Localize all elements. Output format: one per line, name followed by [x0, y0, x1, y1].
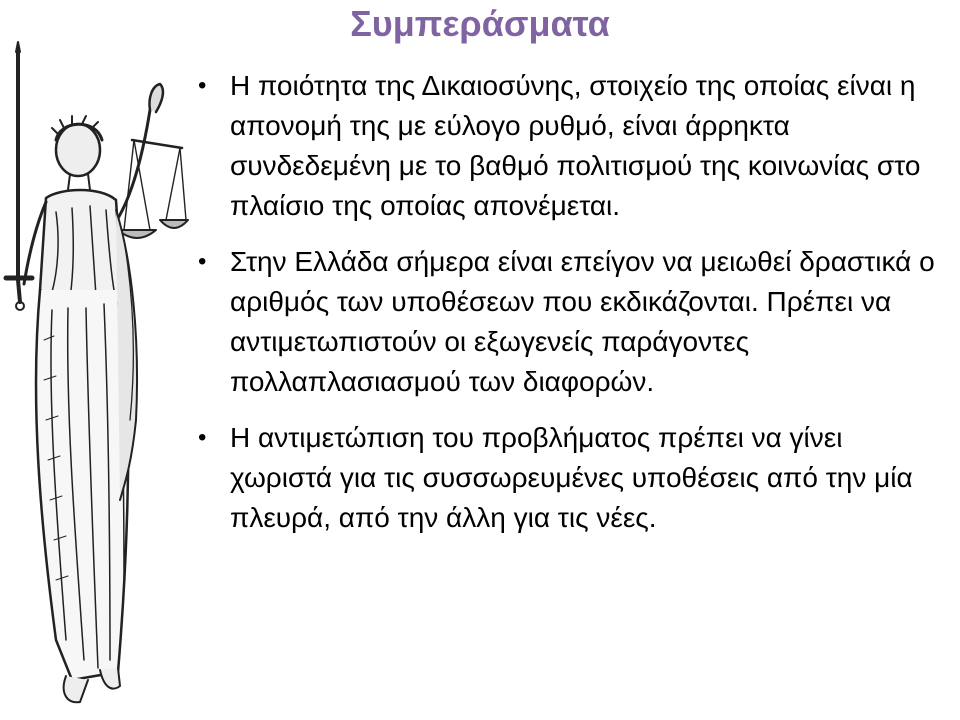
bullet-list: [196, 66, 940, 554]
bullet-icon: •: [198, 424, 207, 451]
sword-icon: [6, 42, 32, 310]
list-item: [196, 242, 940, 402]
slide-title: Συμπεράσματα: [350, 3, 610, 44]
bullet-text: Η αντιμετώπιση του προβλήματος πρέπει να γίνει χωριστά για τις συσσωρευμένες υποθέσεις από την μία πλευρά, από την άλλη για τις νέες.: [230, 422, 913, 533]
bullet-text: Η ποιότητα της Δικαιοσύνης, στοιχείο της οποίας είναι η απονομή της με εύλογο ρυθμό, είναι άρρηκτα συνδεδεμένη με το βαθμό πολιτισμού της κοινωνίας στο πλαίσιο της οποίας απονέμεται.: [230, 70, 921, 221]
lady-justice-illustration: [0, 40, 190, 720]
bullet-icon: •: [198, 248, 207, 275]
scales-icon: [118, 140, 188, 238]
bullet-icon: •: [198, 72, 207, 99]
list-item: [196, 418, 940, 538]
list-item: [196, 66, 940, 226]
bullet-text: Στην Ελλάδα σήμερα είναι επείγον να μειωθεί δραστικά ο αριθμός των υποθέσεων που εκδικάζονται. Πρέπει να αντιμετωπιστούν οι εξωγενείς παράγοντες πολλαπλασιασμού των διαφορών.: [230, 246, 935, 397]
